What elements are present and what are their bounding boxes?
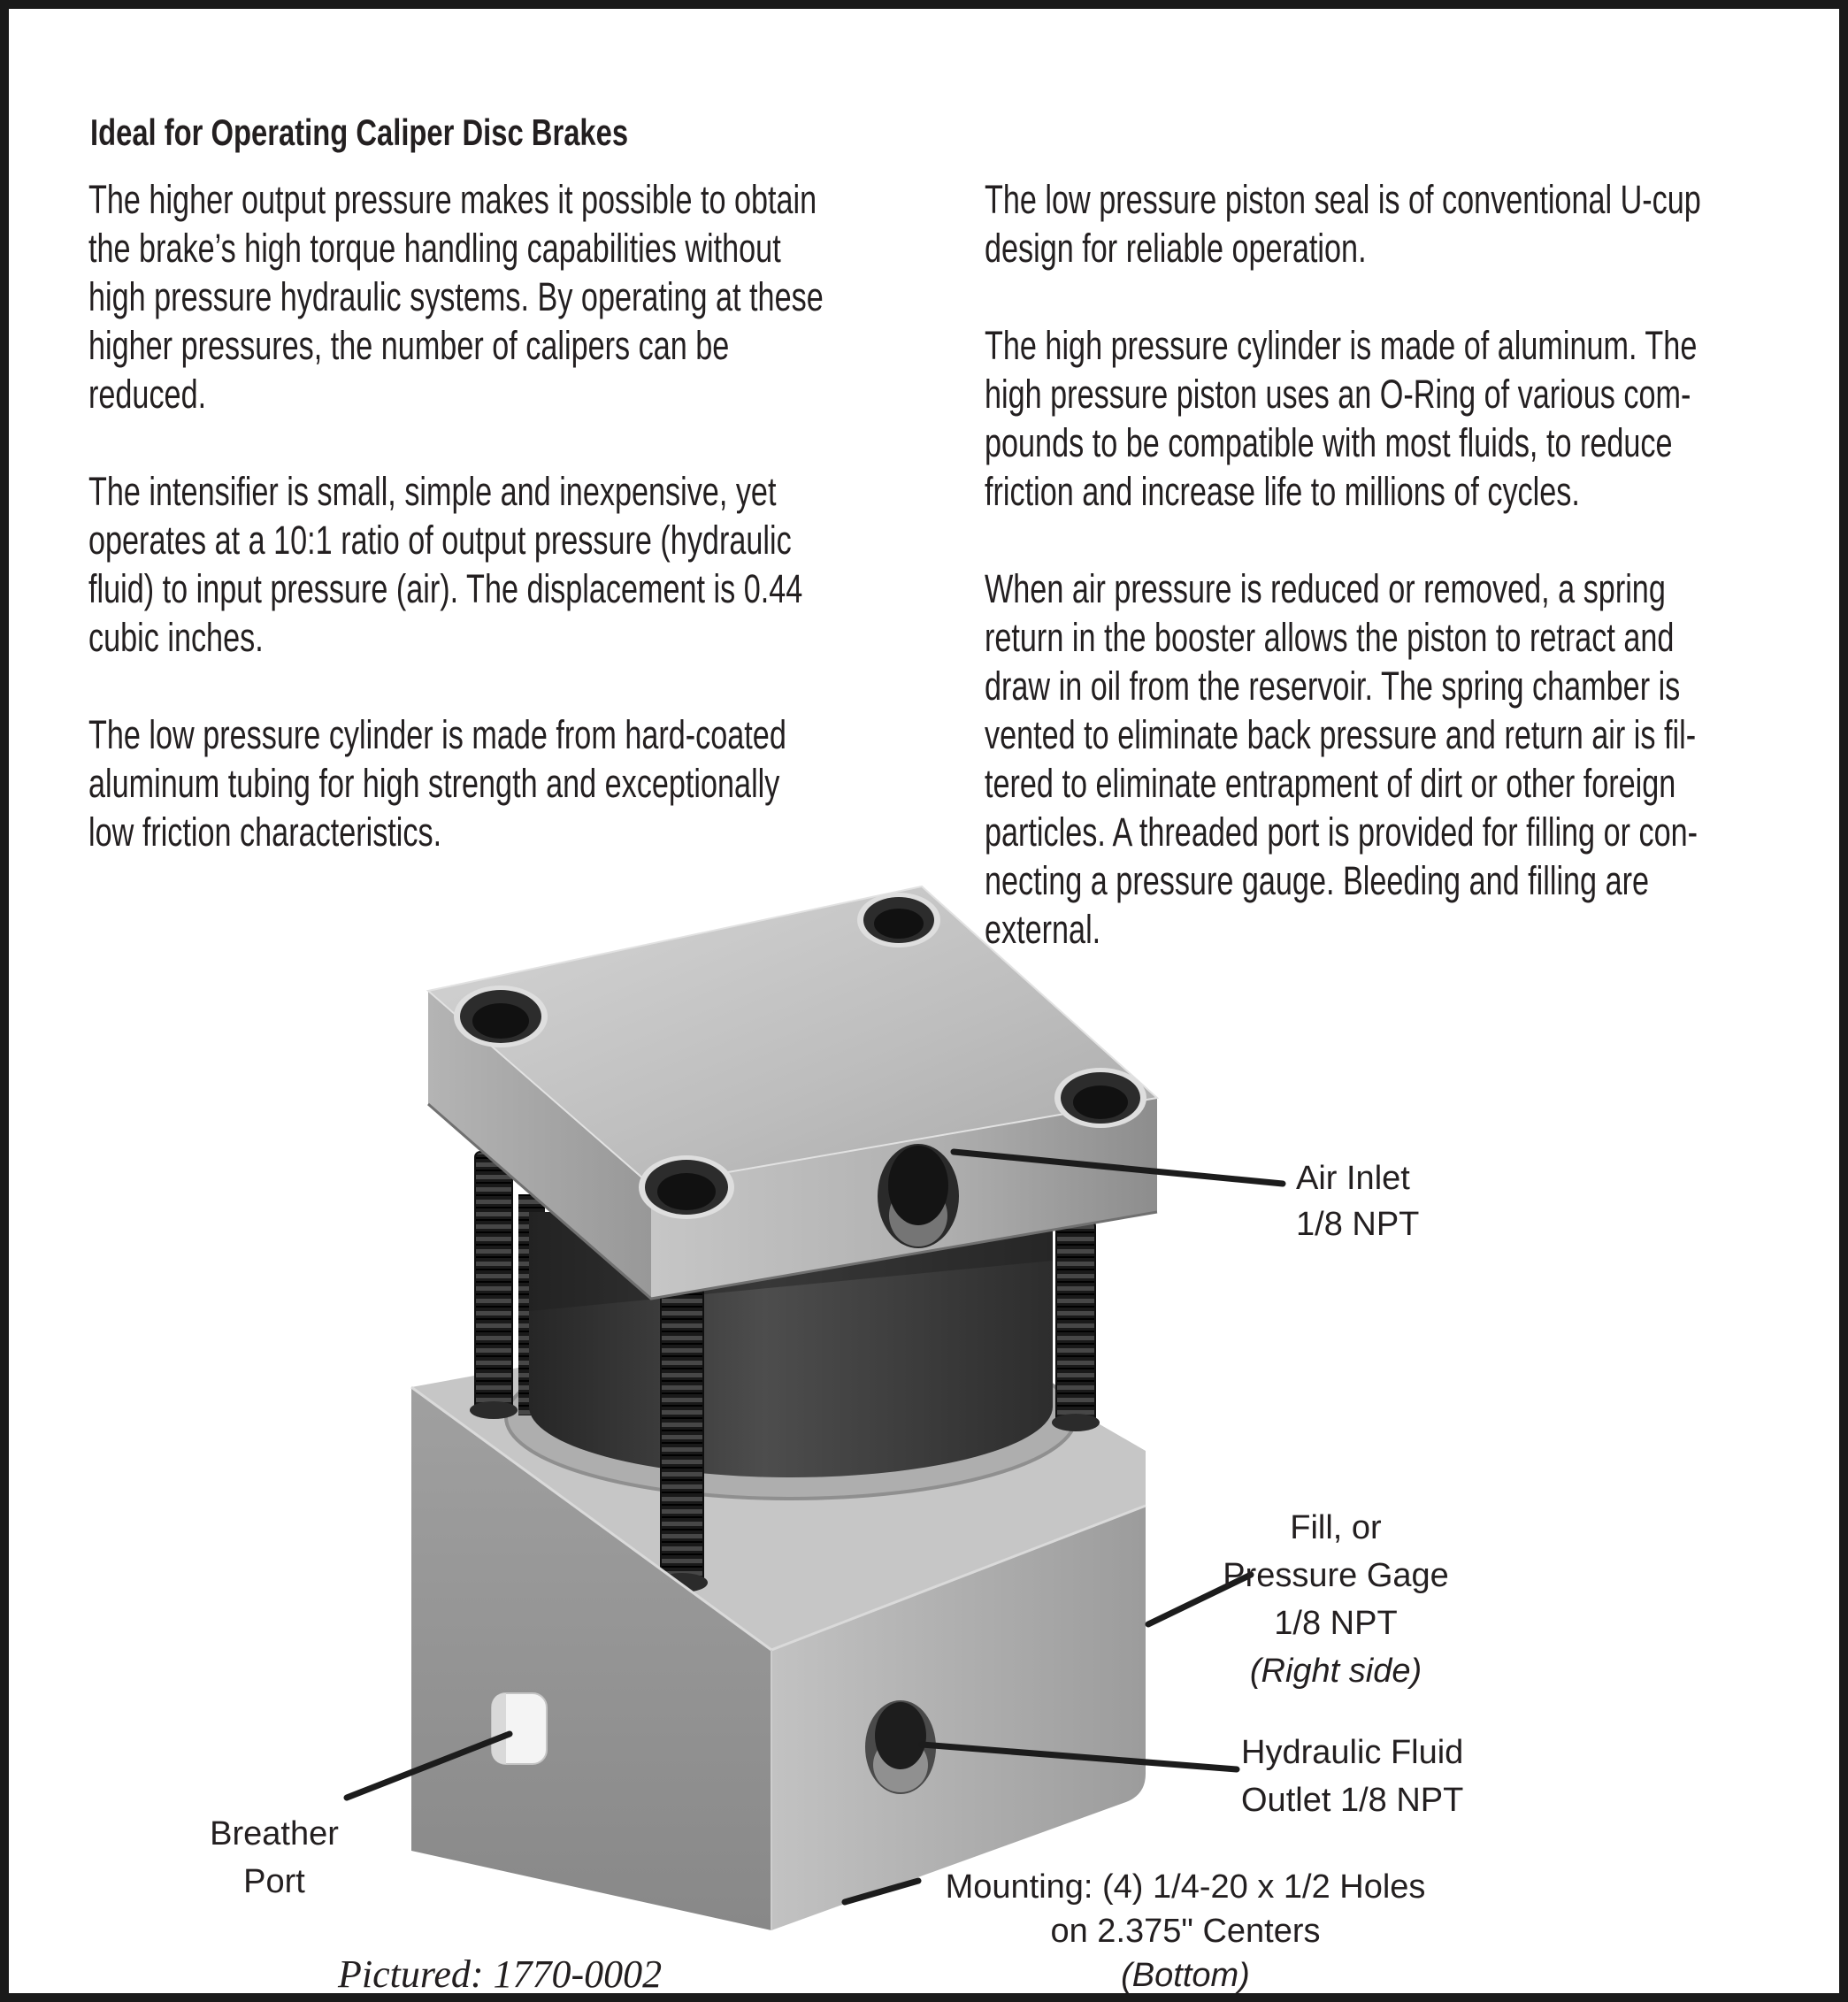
body-line: The low pressure cylinder is made from hard-coated bbox=[88, 712, 786, 757]
body-line: operates at a 10:1 ratio of output pressure (hydraulic bbox=[88, 518, 792, 563]
body-line: pounds to be compatible with most fluids, to reduce bbox=[985, 420, 1673, 465]
body-line: draw in oil from the reservoir. The spring chamber is bbox=[985, 663, 1681, 709]
body-line: reduced. bbox=[88, 372, 207, 417]
body-line: external. bbox=[985, 907, 1101, 952]
callout-line: Breather bbox=[210, 1815, 339, 1852]
callout-line: 1/8 NPT bbox=[1274, 1605, 1398, 1642]
body-line: fluid) to input pressure (air). The displacement is 0.44 bbox=[88, 566, 803, 611]
callout-hydraulic-outlet bbox=[1241, 1729, 1463, 1824]
callout-mounting bbox=[920, 1865, 1451, 1998]
body-line: tered to eliminate entrapment of dirt or other foreign bbox=[985, 761, 1676, 806]
callout-line: Mounting: (4) 1/4-20 x 1/2 Holes bbox=[945, 1868, 1426, 1906]
body-line: vented to eliminate back pressure and return air is fil- bbox=[985, 712, 1697, 757]
body-line: The higher output pressure makes it possible to obtain bbox=[88, 177, 817, 222]
body-line: The low pressure piston seal is of conventional U-cup bbox=[985, 177, 1701, 222]
body-line: The intensifier is small, simple and inexpensive, yet bbox=[88, 469, 777, 514]
callout-line: Port bbox=[243, 1863, 305, 1900]
body-line: higher pressures, the number of calipers can be bbox=[88, 323, 730, 368]
body-line: friction and increase life to millions of cycles. bbox=[985, 469, 1580, 514]
body-line: return in the booster allows the piston to retract and bbox=[985, 615, 1675, 660]
body-line: the brake’s high torque handling capabilities without bbox=[88, 226, 781, 271]
body-line: cubic inches. bbox=[88, 615, 264, 660]
page-title: Ideal for Operating Caliper Disc Brakes bbox=[90, 111, 629, 154]
body-line: The high pressure cylinder is made of aluminum. The bbox=[985, 323, 1698, 368]
callout-breather-port bbox=[142, 1810, 407, 1906]
callout-line: on 2.375" Centers bbox=[1050, 1913, 1321, 1950]
body-line: particles. A threaded port is provided for filling or con- bbox=[985, 809, 1698, 855]
paragraph bbox=[88, 175, 882, 418]
paragraph bbox=[985, 175, 1778, 272]
left-column bbox=[88, 175, 882, 905]
callout-line: 1/8 NPT bbox=[1296, 1206, 1420, 1243]
body-line: When air pressure is reduced or removed, a spring bbox=[985, 566, 1666, 611]
callout-line: Hydraulic Fluid bbox=[1241, 1734, 1464, 1771]
figure-caption: Pictured: 1770-0002 bbox=[338, 1952, 663, 1996]
body-line: low friction characteristics. bbox=[88, 809, 442, 855]
body-line: high pressure hydraulic systems. By operating at these bbox=[88, 274, 824, 319]
callout-line: Air Inlet bbox=[1296, 1160, 1410, 1197]
body-line: necting a pressure gauge. Bleeding and filling are bbox=[985, 858, 1650, 903]
body-line: aluminum tubing for high strength and exceptionally bbox=[88, 761, 780, 806]
callout-line: Outlet 1/8 NPT bbox=[1241, 1782, 1464, 1819]
callout-fill-port bbox=[1159, 1504, 1513, 1695]
body-line: design for reliable operation. bbox=[985, 226, 1367, 271]
body-line: high pressure piston uses an O-Ring of various com- bbox=[985, 372, 1691, 417]
callout-line: Pressure Gage bbox=[1223, 1557, 1449, 1594]
paragraph bbox=[985, 321, 1778, 516]
callout-line: (Right side) bbox=[1249, 1653, 1422, 1690]
paragraph bbox=[88, 467, 882, 662]
callout-air-inlet bbox=[1296, 1155, 1419, 1247]
paragraph bbox=[88, 710, 882, 856]
paragraph bbox=[985, 564, 1778, 954]
right-column bbox=[985, 175, 1778, 1002]
callout-line: Fill, or bbox=[1290, 1509, 1382, 1546]
callout-line: (Bottom) bbox=[1121, 1957, 1250, 1994]
